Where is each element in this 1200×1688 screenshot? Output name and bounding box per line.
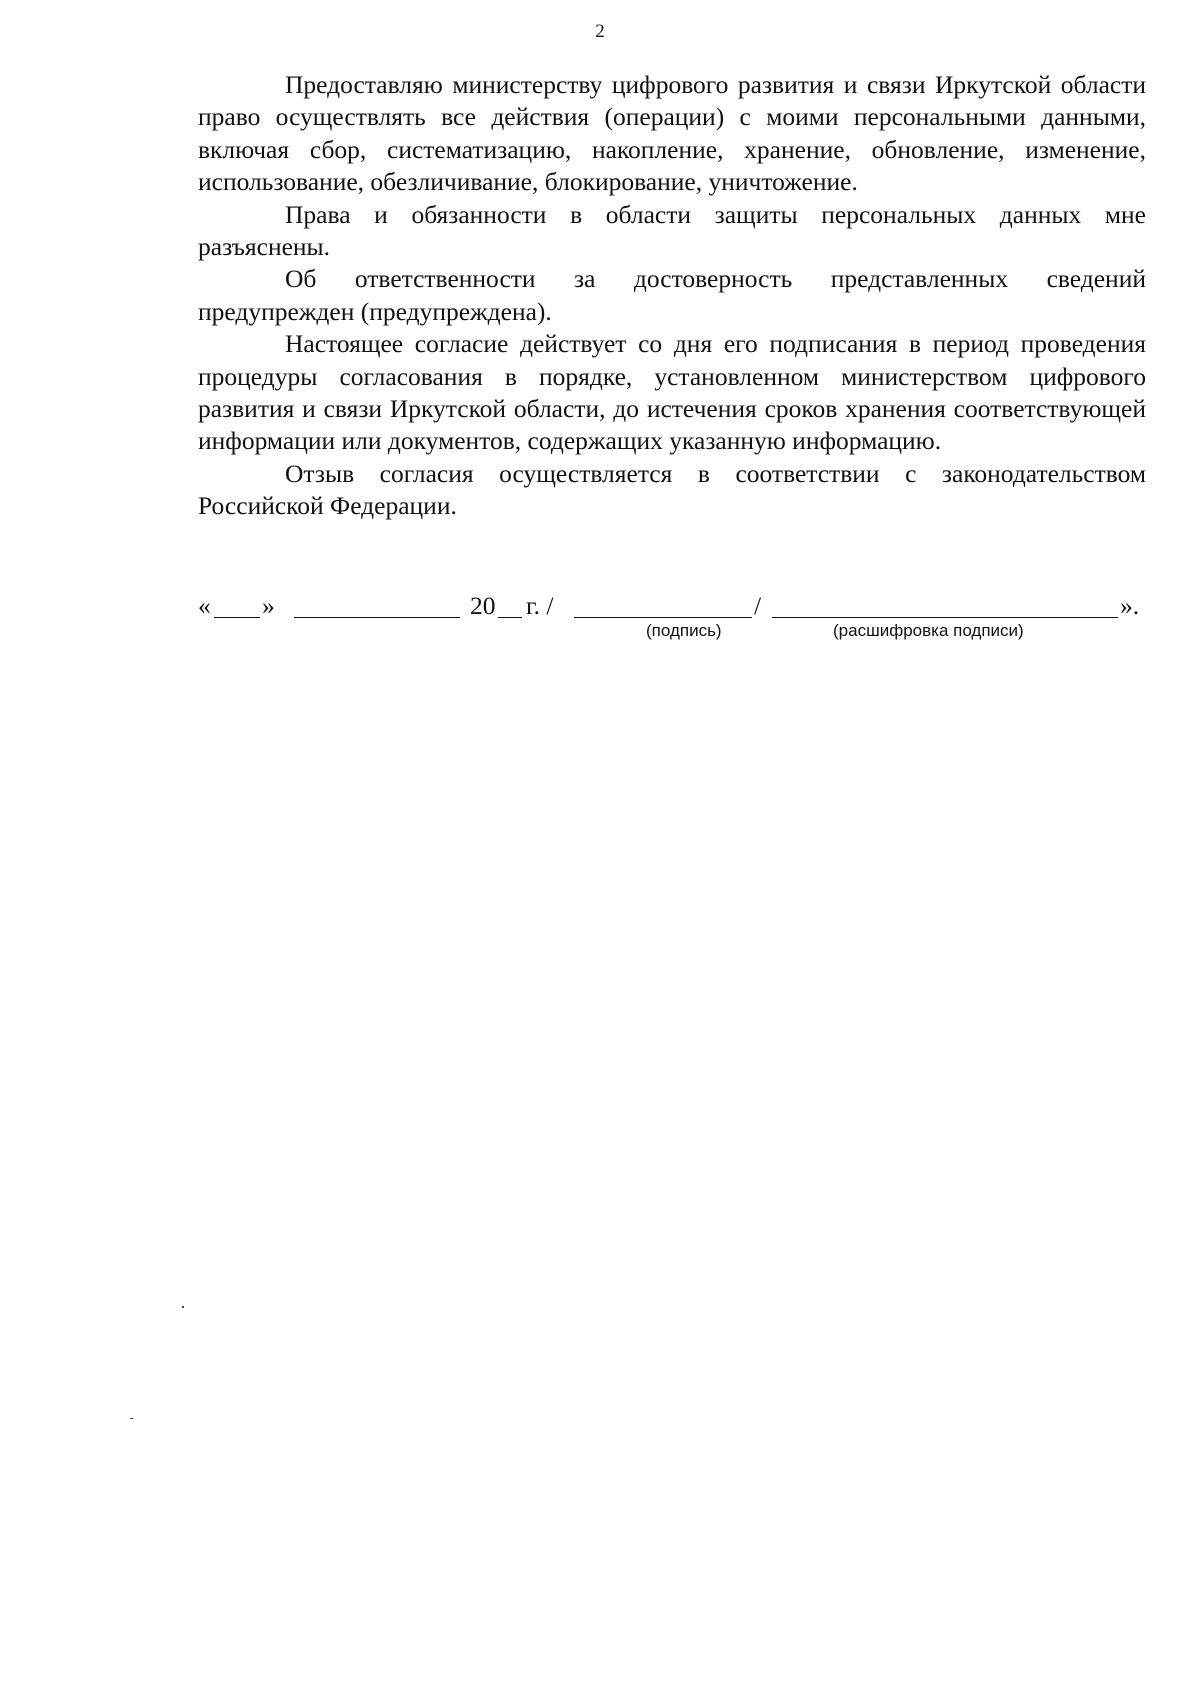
- scan-speck: [182, 1306, 184, 1308]
- paragraph-consent-grant: Предоставляю министерству цифрового развития и связи Иркутской области право осуществлять все действия (операции) с моими персональными данными, включая сбор, систематизацию, накопление, хранение, обновление, изменение, использование, обезличивание, блокирование, уничтожение.: [198, 70, 1146, 197]
- paragraph-responsibility: Об ответственности за достоверность представленных сведений предупрежден (предупреждена).: [198, 264, 1146, 326]
- consent-body: [198, 69, 1146, 523]
- month-blank[interactable]: [294, 617, 460, 618]
- signature-date-line: [198, 590, 1146, 624]
- signature-blank[interactable]: [574, 617, 752, 618]
- scan-speck: [130, 1418, 133, 1419]
- paragraph-withdrawal: Отзыв согласия осуществляется в соответствии с законодательством Российской Федерации.: [198, 458, 1146, 521]
- page-number: 2: [595, 21, 605, 42]
- closing-quote: ».: [1120, 591, 1140, 620]
- signature-decoding-blank[interactable]: [772, 617, 1118, 618]
- signature-caption: (подпись): [646, 621, 722, 640]
- year-blank[interactable]: [498, 617, 522, 618]
- year-suffix: г. /: [526, 591, 554, 620]
- year-prefix: 20: [470, 591, 496, 620]
- open-quote: «: [198, 591, 211, 620]
- day-blank[interactable]: [214, 617, 260, 618]
- paragraph-rights-explained: Права и обязанности в области защиты персональных данных мне разъяснены.: [198, 199, 1146, 262]
- paragraph-validity-period: Настоящее согласие действует со дня его подписания в период проведения процедуры согласования в порядке, установленном министерством цифрового развития и связи Иркутской области, до истечения сроков хранения соответствующей информации или документов, содержащих указанную информацию.: [198, 329, 1146, 456]
- decoding-caption: (расшифровка подписи): [833, 621, 1024, 640]
- close-quote-day: »: [262, 591, 275, 620]
- separator-slash: /: [754, 591, 762, 620]
